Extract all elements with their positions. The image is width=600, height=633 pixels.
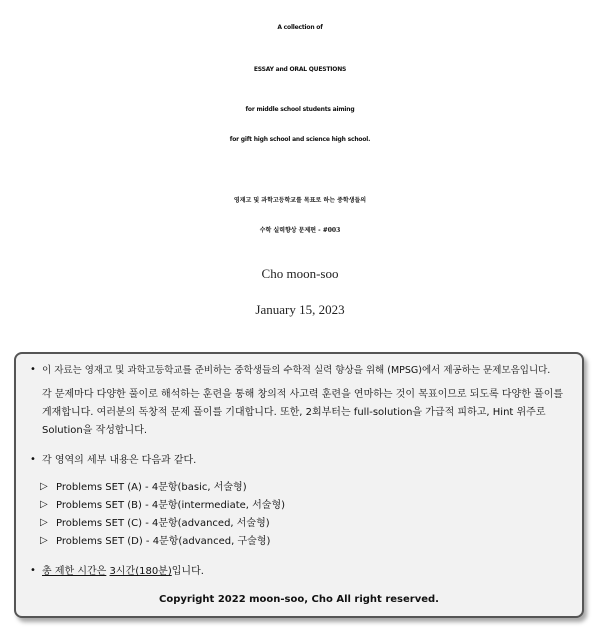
title-line-3: for middle school students aiming [245, 106, 355, 113]
triangle-icon: ▷ [40, 517, 48, 528]
date: January 15, 2023 [255, 302, 345, 317]
title-line-4: for gift high school and science high school. [229, 136, 371, 143]
triangle-icon: ▷ [40, 535, 48, 546]
bullet-icon: • [30, 454, 36, 465]
korean-title-line-2: 수학 실력향상 문제편 - #003 [259, 227, 341, 234]
copyright: Copyright 2022 moon-soo, Cho All right reserved. [159, 594, 439, 605]
intro-line-3: 게재합니다. 여러분의 독창적 문제 풀이를 기대합니다. 또한, 2회부터는 full-solution을 가급적 피하고, Hint 위주로 [42, 407, 546, 418]
info-box [14, 352, 584, 618]
problem-set-b: Problems SET (B) - 4문항(intermediate, 서술형) [56, 500, 286, 511]
bullet-icon: • [30, 565, 36, 576]
intro-line-2: 각 문제마다 다양한 풀이로 해석하는 훈련을 통해 창의적 사고력 훈련을 연마하는 것이 목표이므로 되도록 다양한 풀이를 [42, 389, 564, 400]
title-line-1: A collection of [277, 24, 323, 31]
title-line-2: ESSAY and ORAL QUESTIONS [253, 66, 347, 73]
problem-set-c: Problems SET (C) - 4문항(advanced, 서술형) [56, 518, 270, 529]
time-value: 3시간(180분) [109, 566, 172, 577]
korean-title-line-1: 영재고 및 과학고등학교를 목표로 하는 중학생들의 [233, 197, 367, 204]
time-prefix: 총 제한 시간은 [42, 566, 107, 577]
author: Cho moon-soo [261, 266, 339, 281]
triangle-icon: ▷ [40, 499, 48, 510]
bullet-icon: • [30, 364, 36, 375]
time-suffix: 입니다. [171, 566, 204, 577]
problem-set-a: Problems SET (A) - 4문항(basic, 서술형) [56, 482, 247, 493]
time-limit [42, 565, 204, 579]
triangle-icon: ▷ [40, 481, 48, 492]
problem-set-d: Problems SET (D) - 4문항(advanced, 구술형) [56, 536, 271, 547]
intro-line-4: Solution을 작성합니다. [42, 425, 148, 436]
intro-line-1: 이 자료는 영재고 및 과학고등학교를 준비하는 중학생들의 수학적 실력 향상을 위해 (MPSG)에서 제공하는 문제모음입니다. [42, 365, 551, 376]
section-heading: 각 영역의 세부 내용은 다음과 같다. [42, 455, 197, 466]
